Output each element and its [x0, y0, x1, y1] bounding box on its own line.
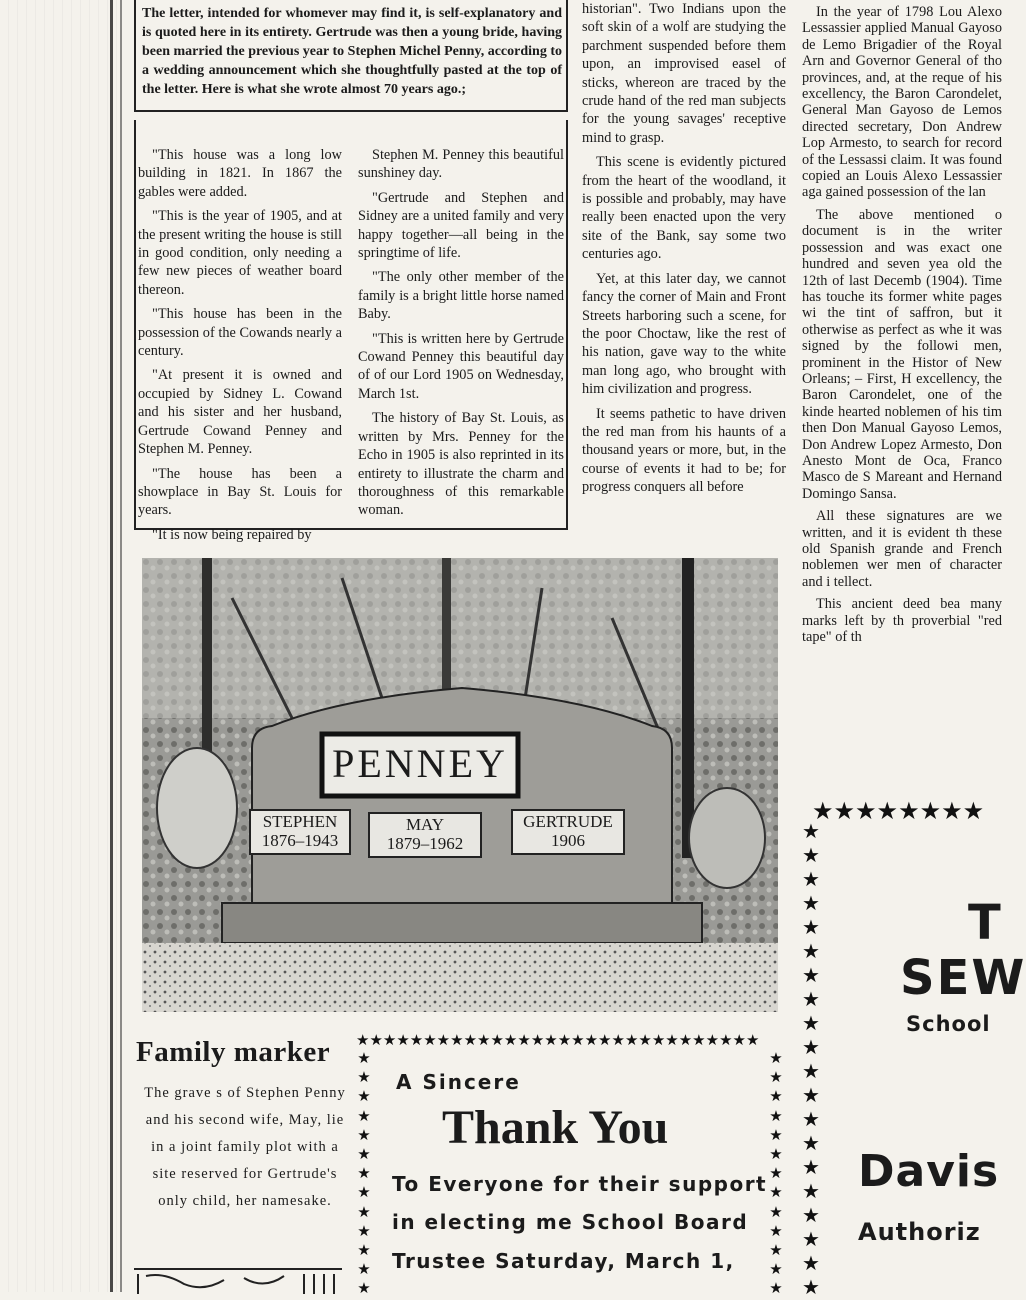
paragraph: It seems pathetic to have driven the red man from his haunts of a thousand years or more, but, in the course of events it had to be; for progress conquers all before [582, 405, 786, 496]
article-column-4 [802, 4, 1002, 645]
paragraph: The history of Bay St. Louis, as written by Mrs. Penney for the Echo in 1905 is also reprinted in its entirety to illustrate the charm and thoroughness of this remarkable woman. [358, 410, 564, 519]
scan-margin-rule-2 [120, 0, 122, 1292]
paragraph: "At present it is owned and occupied by Sidney L. Cowand and his sister and her husband, Gertrude Cowand Penney and Stephen M. Penney. [138, 367, 342, 458]
paragraph: In the year of 1798 Lou Alexo Lessassier applied Manual Gayoso de Lemo Brigadier of the Royal Arn and Governor General of tho provinces, and, at the reque of his excellency, the Baron Carondelet, General Man Gayoso de Lemos directed secretary, Don Andrew Lop Armesto, to search for record of the Lessassi claim. It was found copied an Louis Alexo Lessassier aga gained possession of the lan [802, 4, 1002, 201]
marker-gertrude [512, 812, 624, 850]
paragraph: "This is written here by Gertrude Cowand Penney this beautiful day of of our Lord 1905 on Wednesday, March 1st. [358, 330, 564, 402]
right-ad-star-border-left: ★ ★ ★ ★ ★ ★ ★ ★ ★ ★ ★ ★ ★ ★ ★ ★ ★ ★ ★ ★ [802, 821, 820, 1299]
ad-star-border-right: ★ ★ ★ ★ ★ ★ ★ ★ ★ ★ ★ ★ ★ [769, 1051, 783, 1298]
cutoff-ad-graphic [134, 1270, 342, 1294]
marker-name: MAY [405, 815, 445, 834]
ad-line-2: in electing me School Board [392, 1210, 749, 1234]
paragraph: This scene is evidently pictured from the heart of the woodland, it is possible and probably, may have really been enacted upon the very site of the Bank, say some two centuries ago. [582, 154, 786, 263]
right-ad-star-border-top: ★★★★★★★★ [812, 799, 985, 825]
right-ad-letter: T [968, 895, 1001, 951]
cutoff-ad-strip [134, 1268, 342, 1294]
paragraph: Yet, at this later day, we cannot fancy the corner of Main and Front Streets harboring such a scene, for the poor Choctaw, like the rest of his nation, gave way to the white man long ago, who brought with him civilization and progress. [582, 270, 786, 398]
paragraph: "This is the year of 1905, and at the present writing the house is still in good condition, only needing a few new pieces of weather board thereon. [138, 208, 342, 298]
caption-title: Family marker [136, 1036, 331, 1068]
right-ad-sew: SEW [900, 950, 1026, 1006]
article-column-3 [582, 0, 786, 497]
intro-text: The letter, intended for whomever may find it, is self-explanatory and is quoted here in its entirety. Gertrude was then a young bride, having been married the previous year to Stephen Michel Penny, according to a wedding announcement which she thoughtfully pasted at the top of the letter. Here is what she wrote almost 70 years ago.; [142, 6, 562, 97]
paragraph: All these signatures are we written, and it is evident th these old Spanish grande and French noblemen wer men of character and i tellect. [802, 508, 1002, 590]
letter-column-2 [358, 146, 564, 520]
paragraph: The above mentioned o document is in the writer possession and was exact one hundred and seven yea old the 12th of last Decemb (1904). Time has touche its former white pages wi the tint of saffron, but it otherwise as perfect as whe it was signed by the followi men, prominent in the Histor of New Orleans; – First, H excellency, the Baron Carondelet, one of the kinde hearted noblemen of his tim then Don Manual Gayoso Lemos, Don Andrew Lopez Armesto, Don Anesto Mont de Oca, Franco Masco de S Mareant and Hernand Domingo Sansa. [802, 206, 1002, 502]
ad-star-border-left: ★ ★ ★ ★ ★ ★ ★ ★ ★ ★ ★ ★ ★ [357, 1051, 371, 1298]
paragraph: "Gertrude and Stephen and Sidney are a united family and very happy together—all being in the springtime of life. [358, 189, 564, 262]
ad-thank-you: Thank You [442, 1101, 669, 1154]
letter-column-1 [138, 146, 342, 544]
monument-name: PENNEY [332, 741, 508, 786]
intro-box [134, 0, 568, 112]
ad-line-1: To Everyone for their support [392, 1172, 768, 1196]
paragraph: "The house has been a showplace in Bay St. Louis for years. [138, 465, 342, 519]
gravestone-photo [142, 558, 778, 1012]
right-ad-school: School [906, 1012, 991, 1036]
paragraph: "This house has been in the possession of the Cowands nearly a century. [138, 306, 342, 360]
ad-sincere: A Sincere [396, 1070, 521, 1094]
scan-margin-rule [110, 0, 113, 1292]
article-column-4-clip [802, 0, 1002, 790]
paragraph: Stephen M. Penney this beautiful sunshiney day. [358, 147, 564, 182]
marker-years: 1879–1962 [386, 834, 464, 853]
ad-star-border-top: ★★★★★★★★★★★★★★★★★★★★★★★★★★★★★★ [356, 1033, 760, 1049]
ad-line-3: Trustee Saturday, March 1, [392, 1249, 735, 1273]
marker-name: STEPHEN [262, 812, 338, 831]
paragraph: "The only other member of the family is a bright little horse named Baby. [358, 269, 564, 323]
paragraph: "It is now being repaired by [152, 526, 312, 543]
marker-may [369, 815, 481, 853]
caption-text: The grave s of Stephen Penny and his second wife, May, lie in a joint family plot with a site reserved for Gertrude's only child, her namesake. [144, 1085, 346, 1209]
right-ad-davis: Davis [858, 1146, 1000, 1197]
paragraph: This ancient deed bea many marks left by th proverbial "red tape" of th [802, 596, 1002, 646]
scan-left-margin [0, 0, 120, 1292]
marker-stephen [250, 812, 350, 850]
paragraph: historian". Two Indians upon the soft skin of a wolf are studying the parchment suspended before them upon, an improvised easel of sticks, whereon are traced by the crude hand of the red man subjects for the young savages' receptive mind to grasp. [582, 1, 786, 146]
marker-name: GERTRUDE [523, 812, 613, 831]
marker-years: 1876–1943 [261, 831, 339, 850]
right-ad-authoriz: Authoriz [858, 1218, 981, 1246]
marker-years: 1906 [551, 831, 585, 850]
paragraph: "This house was a long low building in 1821. In 1867 the gables were added. [138, 147, 342, 200]
